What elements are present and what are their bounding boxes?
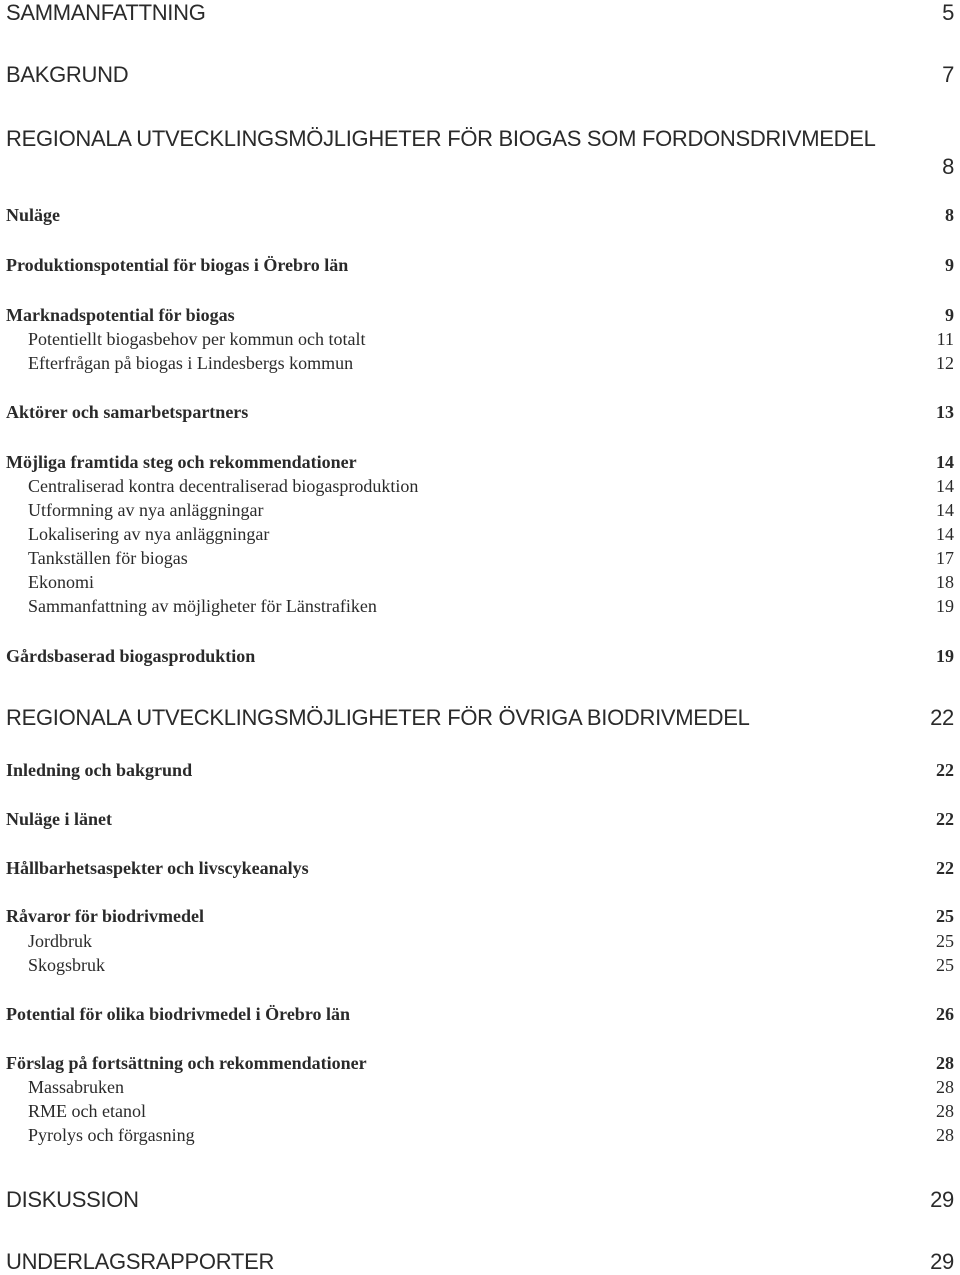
toc-entry-subsection[interactable]: [6, 1077, 954, 1098]
toc-entry-heading[interactable]: [6, 1249, 954, 1275]
toc-entry-title: Möjliga framtida steg och rekommendationer: [6, 452, 357, 472]
toc-entry-heading[interactable]: [6, 0, 954, 26]
toc-entry-page: 5: [942, 0, 954, 25]
toc-entry-title: Hållbarhetsaspekter och livscykeanalys: [6, 858, 309, 878]
toc-entry-page: 22: [936, 809, 954, 829]
toc-entry-subsection[interactable]: [6, 329, 954, 350]
toc-entry-title: Jordbruk: [28, 931, 92, 951]
toc-entry-page: 9: [945, 305, 954, 325]
toc-entry-page: 25: [936, 906, 954, 926]
toc-entry-page: 13: [936, 402, 954, 422]
toc-entry-page: 8: [942, 154, 954, 179]
toc-entry-section[interactable]: [6, 809, 954, 830]
toc-entry-title: Skogsbruk: [28, 955, 106, 975]
toc-entry-section[interactable]: [6, 906, 954, 927]
toc-entry-title: Inledning och bakgrund: [6, 760, 193, 780]
toc-entry-page: 9: [945, 255, 954, 275]
toc-entry-title: Sammanfattning av möjligheter för Länstrafiken: [28, 596, 377, 616]
toc-entry-page: 22: [936, 760, 954, 780]
toc-entry-title: Produktionspotential för biogas i Örebro län: [6, 255, 349, 275]
toc-entry-title: Ekonomi: [28, 572, 94, 592]
toc-entry-page: 28: [936, 1077, 954, 1097]
toc-entry-page: 25: [936, 955, 954, 975]
toc-entry-title: Utformning av nya anläggningar: [28, 500, 264, 520]
toc-entry-subsection[interactable]: [6, 524, 954, 545]
toc-entry-title: Potential för olika biodrivmedel i Örebro län: [6, 1004, 350, 1024]
toc-entry-title: BAKGRUND: [6, 62, 129, 87]
toc-entry-page: 14: [936, 476, 954, 496]
toc-entry-page: 14: [936, 452, 954, 472]
toc-entry-title: Nuläge: [6, 205, 60, 225]
toc-entry-page: 7: [942, 62, 954, 87]
toc-entry-page: 18: [936, 572, 954, 592]
toc-entry-title: Gårdsbaserad biogasproduktion: [6, 646, 256, 666]
toc-entry-title: REGIONALA UTVECKLINGSMÖJLIGHETER FÖR BIOGAS SOM FORDONSDRIVMEDEL: [6, 126, 876, 151]
toc-entry-title: RME och etanol: [28, 1101, 146, 1121]
toc-entry-title: Lokalisering av nya anläggningar: [28, 524, 270, 544]
toc-entry-title: Tankställen för biogas: [28, 548, 188, 568]
toc-entry-title: UNDERLAGSRAPPORTER: [6, 1249, 275, 1274]
toc-entry-heading[interactable]: [6, 1187, 954, 1213]
toc-entry-section[interactable]: [6, 402, 954, 423]
toc-entry-page: 22: [936, 858, 954, 878]
toc-entry-title: Efterfrågan på biogas i Lindesbergs kommun: [28, 353, 354, 373]
toc-entry-page: 26: [936, 1004, 954, 1024]
toc-entry-title: Nuläge i länet: [6, 809, 112, 829]
toc-entry-title: Massabruken: [28, 1077, 124, 1097]
toc-entry-heading[interactable]: [6, 126, 954, 152]
toc-entry-page: 12: [936, 353, 954, 373]
toc-entry-page: 11: [936, 329, 954, 349]
toc-entry-page: 28: [936, 1053, 954, 1073]
toc-entry-subsection[interactable]: [6, 476, 954, 497]
toc-entry-page: 28: [936, 1125, 954, 1145]
toc-entry-title: REGIONALA UTVECKLINGSMÖJLIGHETER FÖR ÖVRIGA BIODRIVMEDEL: [6, 705, 750, 730]
toc-entry-title: Råvaror för biodrivmedel: [6, 906, 204, 926]
toc-entry-subsection[interactable]: [6, 596, 954, 617]
toc-entry-subsection[interactable]: [6, 955, 954, 976]
toc-entry-page: 29: [930, 1249, 954, 1274]
toc-entry-section[interactable]: [6, 760, 954, 781]
toc-entry-section[interactable]: [6, 858, 954, 879]
toc-entry-title: Centraliserad kontra decentraliserad biogasproduktion: [28, 476, 419, 496]
toc-entry-page: 14: [936, 524, 954, 544]
toc-entry-section[interactable]: [6, 305, 954, 326]
toc-entry-section[interactable]: [6, 1053, 954, 1074]
toc-entry-page: 19: [936, 646, 954, 666]
toc-entry-title: Potentiellt biogasbehov per kommun och totalt: [28, 329, 366, 349]
toc-entry-title: DISKUSSION: [6, 1187, 139, 1212]
toc-entry-subsection[interactable]: [6, 1101, 954, 1122]
toc-entry-section[interactable]: [6, 646, 954, 667]
toc-entry-subsection[interactable]: [6, 931, 954, 952]
toc-entry-subsection[interactable]: [6, 572, 954, 593]
toc-entry-page: 8: [945, 205, 954, 225]
toc-entry-page: 28: [936, 1101, 954, 1121]
toc-entry-page: 29: [930, 1187, 954, 1212]
toc-entry-section[interactable]: [6, 255, 954, 276]
toc-entry-section[interactable]: [6, 205, 954, 226]
toc-entry-page: 22: [930, 705, 954, 730]
toc-entry-page: 25: [936, 931, 954, 951]
toc-entry-heading[interactable]: [6, 62, 954, 88]
toc-entry-subsection[interactable]: [6, 548, 954, 569]
toc-entry-subsection[interactable]: [6, 353, 954, 374]
toc-entry-section[interactable]: [6, 1004, 954, 1025]
toc-entry-section[interactable]: [6, 452, 954, 473]
toc-entry-title: Pyrolys och förgasning: [28, 1125, 195, 1145]
toc-entry-title: Förslag på fortsättning och rekommendationer: [6, 1053, 367, 1073]
toc-entry-heading-page-row: [6, 154, 954, 180]
toc-entry-page: 17: [936, 548, 954, 568]
toc-entry-subsection[interactable]: [6, 1125, 954, 1146]
toc-entry-title: Aktörer och samarbetspartners: [6, 402, 249, 422]
toc-entry-subsection[interactable]: [6, 500, 954, 521]
toc-entry-page: 19: [936, 596, 954, 616]
toc-entry-title: SAMMANFATTNING: [6, 0, 206, 25]
toc-entry-page: 14: [936, 500, 954, 520]
toc-entry-title: Marknadspotential för biogas: [6, 305, 235, 325]
toc-entry-heading[interactable]: [6, 705, 954, 731]
